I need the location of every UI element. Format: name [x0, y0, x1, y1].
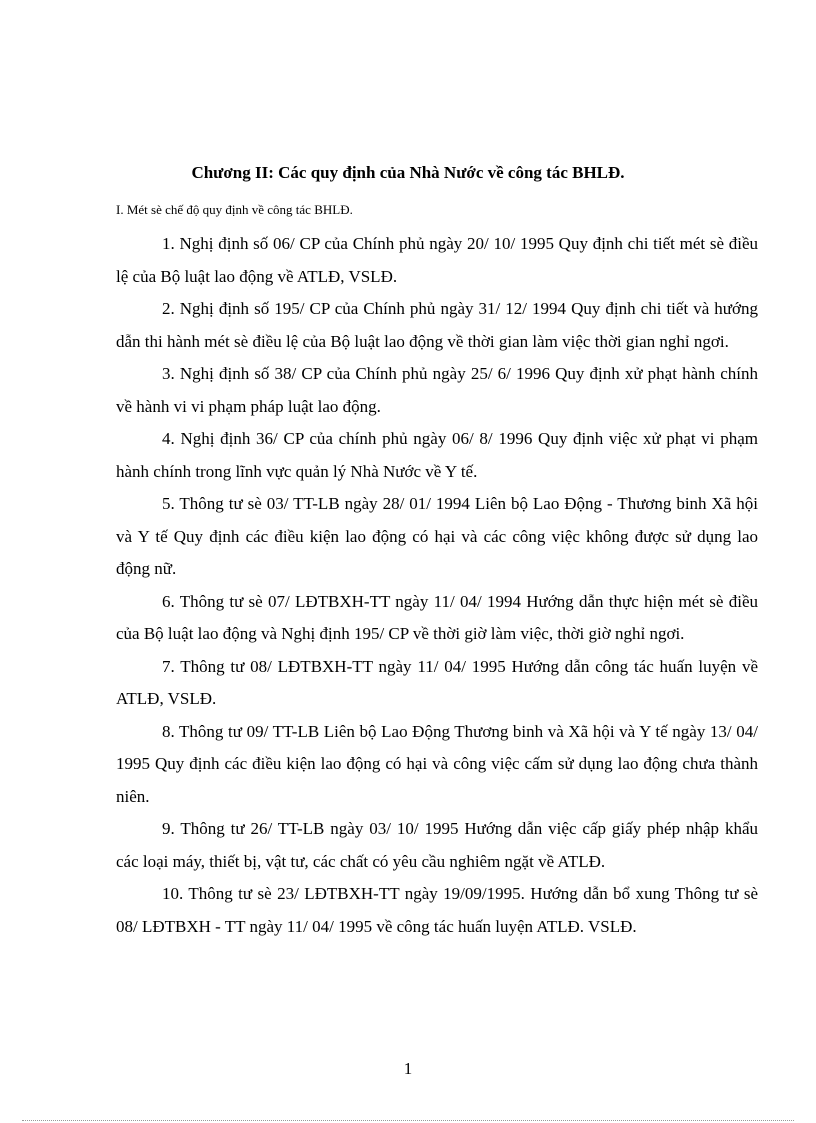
section-heading: I. Mét sè chế độ quy định về công tác BHLĐ. — [116, 202, 353, 217]
page-bottom-divider — [22, 1120, 794, 1121]
regulation-list — [116, 228, 758, 943]
list-item: 9. Thông tư 26/ TT-LB ngày 03/ 10/ 1995 Hướng dẫn việc cấp giấy phép nhập khẩu các loại máy, thiết bị, vật tư, các chất có yêu cầu nghiêm ngặt về ATLĐ. — [116, 819, 758, 871]
list-item: 5. Thông tư sè 03/ TT-LB ngày 28/ 01/ 1994 Liên bộ Lao Động - Thương binh Xã hội và Y tế Quy định các điều kiện lao động có hại và các công việc không được sử dụng lao động nữ. — [116, 494, 758, 578]
list-item: 8. Thông tư 09/ TT-LB Liên bộ Lao Động Thương binh và Xã hội và Y tế ngày 13/ 04/ 1995 Quy định các điều kiện lao động có hại và công việc cấm sử dụng lao động chưa thành niên. — [116, 721, 758, 806]
list-item: 7. Thông tư 08/ LĐTBXH-TT ngày 11/ 04/ 1995 Hướng dẫn công tác huấn luyện về ATLĐ, VSLĐ. — [116, 656, 758, 708]
list-item: 1. Nghị định số 06/ CP của Chính phủ ngày 20/ 10/ 1995 Quy định chi tiết mét sè điều lệ của Bộ luật lao động về ATLĐ, VSLĐ. — [116, 234, 758, 286]
list-item: 3. Nghị định số 38/ CP của Chính phủ ngày 25/ 6/ 1996 Quy định xử phạt hành chính về hành vi vi phạm pháp luật lao động. — [116, 364, 758, 416]
list-item: 2. Nghị định số 195/ CP của Chính phủ ngày 31/ 12/ 1994 Quy định chi tiết và hướng dẫn thi hành mét sè điều lệ của Bộ luật lao động về thời gian làm việc thời gian nghỉ ngơi. — [116, 299, 758, 351]
list-item: 10. Thông tư sè 23/ LĐTBXH-TT ngày 19/09/1995. Hướng dẫn bổ xung Thông tư sè 08/ LĐTBXH - TT ngày 11/ 04/ 1995 về công tác huấn luyện ATLĐ. VSLĐ. — [116, 884, 758, 936]
list-item: 4. Nghị định 36/ CP của chính phủ ngày 06/ 8/ 1996 Quy định việc xử phạt vi phạm hành chính trong lĩnh vực quản lý Nhà Nước về Y tế. — [116, 429, 758, 481]
page-number: 1 — [403, 1059, 413, 1078]
list-item: 6. Thông tư sè 07/ LĐTBXH-TT ngày 11/ 04/ 1994 Hướng dẫn thực hiện mét sè điều của Bộ luật lao động và Nghị định 195/ CP về thời giờ làm việc, thời giờ nghỉ ngơi. — [116, 591, 758, 643]
chapter-title: Chương II: Các quy định của Nhà Nước về công tác BHLĐ. — [191, 163, 625, 182]
